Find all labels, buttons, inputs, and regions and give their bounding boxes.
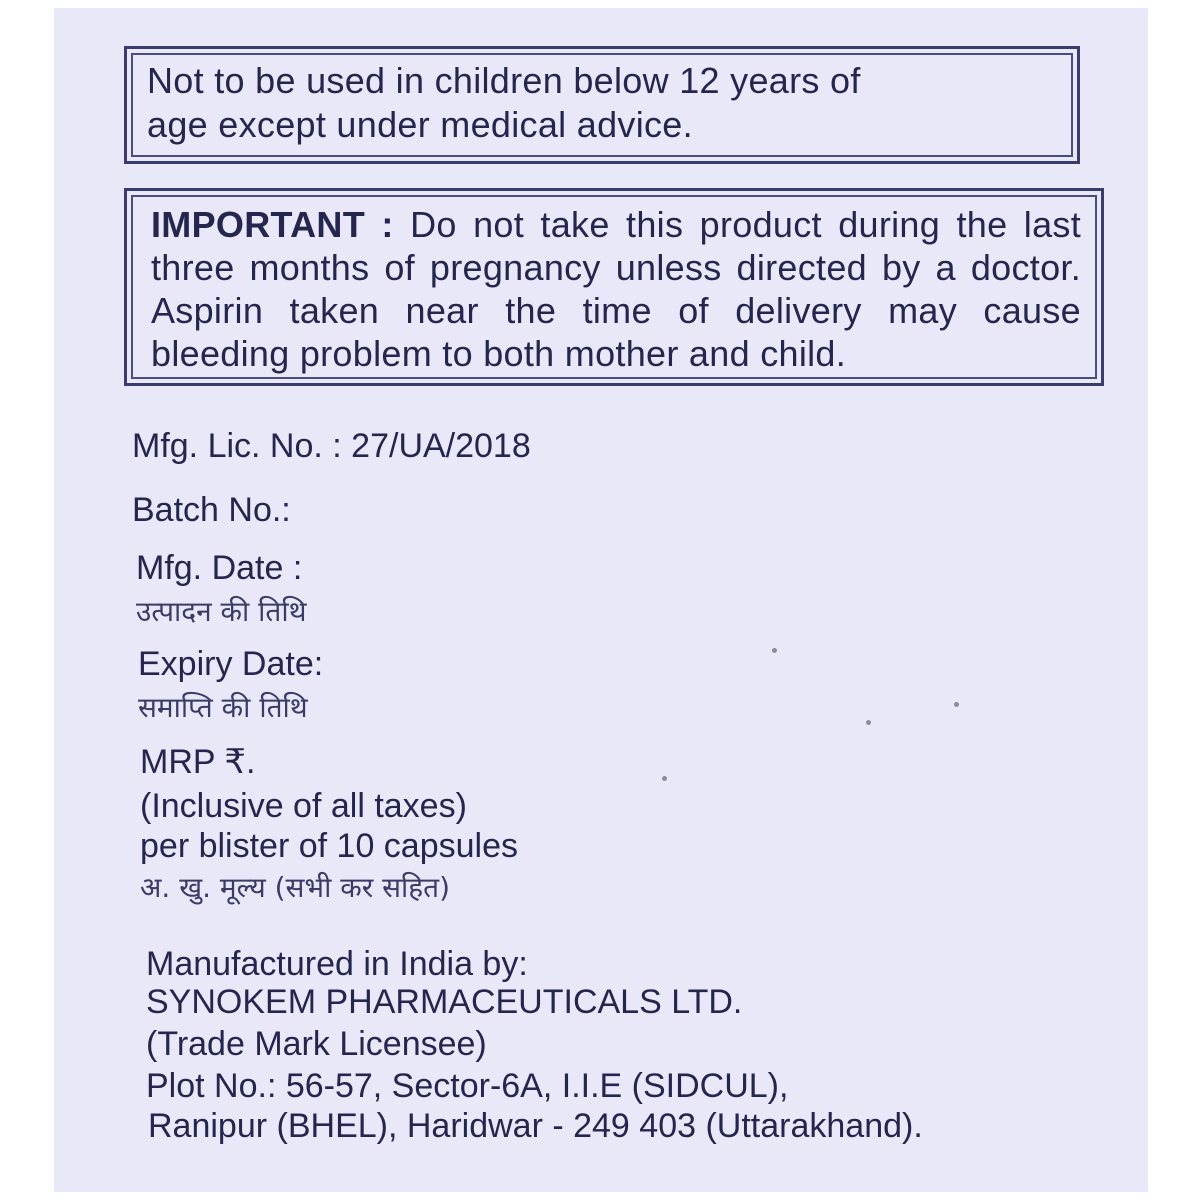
print-speck (662, 776, 667, 781)
important-body: Do not take this product during the last three months of pregnancy unless directed by a doctor. Aspirin taken near the time of delivery may cause bleeding problem to both mother and child. (151, 204, 1081, 374)
important-warning-text (151, 203, 1081, 375)
mrp-label: MRP ₹. (140, 743, 256, 781)
children-warning-box (124, 46, 1080, 164)
expiry-date-label: Expiry Date: (138, 645, 324, 683)
mfg-date-label: Mfg. Date : (136, 549, 303, 587)
print-speck (954, 702, 959, 707)
expiry-date-hindi-label: समाप्ति की तिथि (138, 691, 308, 724)
important-warning-box (124, 188, 1104, 386)
mrp-tax-note: (Inclusive of all taxes) (140, 787, 467, 825)
mfg-license-number: Mfg. Lic. No. : 27/UA/2018 (132, 427, 531, 465)
print-speck (772, 648, 777, 653)
mfg-date-hindi-label: उत्पादन की तिथि (136, 595, 307, 628)
print-speck (866, 720, 871, 725)
children-warning-line-2: age except under medical advice. (147, 104, 693, 145)
important-separator: : (365, 204, 411, 245)
mrp-pack-note: per blister of 10 capsules (140, 827, 518, 865)
important-label: IMPORTANT (151, 204, 366, 245)
batch-number-label: Batch No.: (132, 491, 291, 529)
manufacturer-intro: Manufactured in India by: (146, 945, 528, 983)
label-panel (54, 8, 1148, 1192)
children-warning-line-1: Not to be used in children below 12 years of (147, 60, 861, 101)
manufacturer-address-line-2: Ranipur (BHEL), Haridwar - 249 403 (Uttarakhand). (148, 1107, 923, 1145)
manufacturer-licensee-note: (Trade Mark Licensee) (146, 1025, 487, 1063)
manufacturer-name: SYNOKEM PHARMACEUTICALS LTD. (146, 983, 743, 1021)
manufacturer-address-line-1: Plot No.: 56-57, Sector-6A, I.I.E (SIDCUL), (146, 1067, 789, 1105)
children-warning-text (147, 59, 1047, 147)
mrp-hindi-label: अ. खु. मूल्य (सभी कर सहित) (140, 871, 451, 904)
